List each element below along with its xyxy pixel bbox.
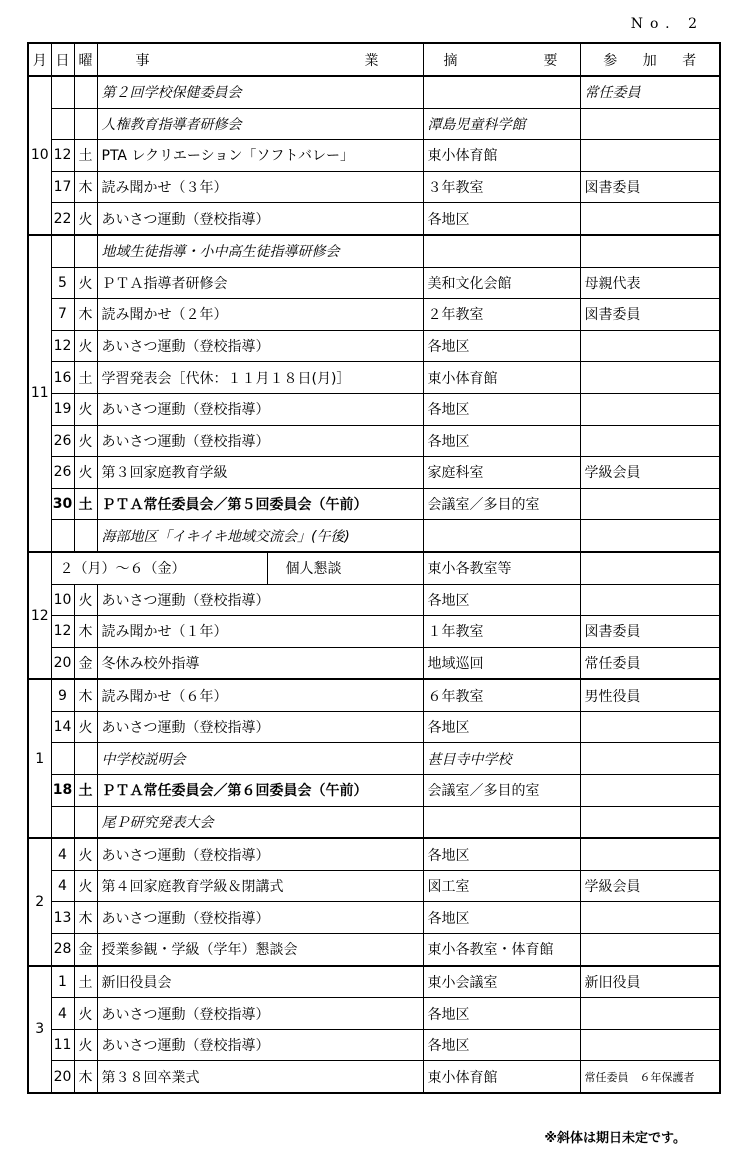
summary-cell: 東小体育館 (423, 140, 580, 172)
header-summary-2: 要 (543, 52, 558, 69)
weekday-cell: 土 (74, 488, 97, 520)
event-cell: あいさつ運動（登校指導） (97, 1029, 423, 1061)
day-cell (51, 108, 74, 140)
event-cell: 学習発表会［代休：１１月１８日(月)］ (97, 362, 423, 394)
summary-cell: 甚目寺中学校 (423, 743, 580, 775)
weekday-cell: 金 (74, 647, 97, 679)
summary-cell: 各地区 (423, 711, 580, 743)
table-row (28, 171, 720, 203)
event-cell: PTA レクリエーション「ソフトバレー」 (97, 140, 423, 172)
participants-cell: 新旧役員 (580, 966, 720, 998)
table-row (28, 299, 720, 331)
header-participants (580, 43, 720, 76)
weekday-cell: 火 (74, 870, 97, 902)
summary-cell: 各地区 (423, 393, 580, 425)
summary-cell: 会議室／多目的室 (423, 775, 580, 807)
summary-cell (423, 76, 580, 108)
table-row (28, 966, 720, 998)
weekday-cell: 火 (74, 457, 97, 489)
summary-cell: 各地区 (423, 425, 580, 457)
month-cell: 10 (28, 76, 51, 235)
day-cell: 20 (51, 647, 74, 679)
weekday-cell (74, 108, 97, 140)
table-row (28, 267, 720, 299)
day-cell: 18 (51, 775, 74, 807)
schedule-body (28, 76, 720, 1093)
participants-cell (580, 743, 720, 775)
event-cell: 新旧役員会 (97, 966, 423, 998)
summary-cell: 各地区 (423, 902, 580, 934)
header-row (28, 43, 720, 76)
event-cell: 中学校説明会 (97, 743, 423, 775)
day-cell: 22 (51, 203, 74, 235)
participants-cell (580, 362, 720, 394)
table-row (28, 934, 720, 966)
summary-cell: ２年教室 (423, 299, 580, 331)
month-cell: 2 (28, 838, 51, 965)
month-cell: 11 (28, 235, 51, 552)
weekday-cell: 木 (74, 616, 97, 648)
day-cell: 4 (51, 838, 74, 870)
event-cell: あいさつ運動（登校指導） (97, 393, 423, 425)
weekday-cell: 火 (74, 393, 97, 425)
day-cell (51, 76, 74, 108)
day-cell: 12 (51, 330, 74, 362)
day-cell: 14 (51, 711, 74, 743)
summary-cell: 各地区 (423, 330, 580, 362)
event-cell: 地域生徒指導・小中高生徒指導研修会 (97, 235, 423, 267)
table-row (28, 76, 720, 108)
day-cell: 7 (51, 299, 74, 331)
participants-cell (580, 1029, 720, 1061)
participants-cell: 常任委員 (580, 76, 720, 108)
header-event-1: 事 (135, 52, 150, 69)
participants-cell: 母親代表 (580, 267, 720, 299)
participants-cell: 常任委員 ６年保護者 (580, 1061, 720, 1093)
event-cell: 海部地区「イキイキ地域交流会」(午後) (97, 520, 423, 552)
table-row (28, 616, 720, 648)
header-participants-3: 者 (682, 52, 697, 69)
summary-cell: 各地区 (423, 998, 580, 1030)
summary-cell: 各地区 (423, 1029, 580, 1061)
participants-cell (580, 934, 720, 966)
summary-cell: 各地区 (423, 203, 580, 235)
table-row (28, 679, 720, 711)
day-cell: 4 (51, 870, 74, 902)
event-cell: あいさつ運動（登校指導） (97, 584, 423, 616)
footnote: ※斜体は期日未定です。 (544, 1131, 686, 1146)
participants-cell: 学級会員 (580, 457, 720, 489)
weekday-cell (74, 743, 97, 775)
table-row (28, 425, 720, 457)
event-cell: 第３回家庭教育学級 (97, 457, 423, 489)
day-cell: 12 (51, 616, 74, 648)
participants-cell: 図書委員 (580, 299, 720, 331)
event-cell: ＰＴＡ常任委員会／第６回委員会（午前） (97, 775, 423, 807)
header-summary (423, 43, 580, 76)
event-cell: 個人懇談 (267, 552, 423, 584)
summary-cell: 各地区 (423, 584, 580, 616)
summary-cell: 東小体育館 (423, 362, 580, 394)
day-cell: 26 (51, 425, 74, 457)
weekday-cell (74, 76, 97, 108)
participants-cell (580, 108, 720, 140)
day-cell: 12 (51, 140, 74, 172)
table-row (28, 108, 720, 140)
day-cell: 11 (51, 1029, 74, 1061)
table-row (28, 902, 720, 934)
table-row (28, 998, 720, 1030)
participants-cell (580, 775, 720, 807)
table-row (28, 1029, 720, 1061)
event-cell: 第２回学校保健委員会 (97, 76, 423, 108)
header-month: 月 (28, 43, 51, 76)
day-cell (51, 806, 74, 838)
header-event-2: 業 (364, 52, 379, 69)
weekday-cell: 木 (74, 679, 97, 711)
day-cell: 28 (51, 934, 74, 966)
weekday-cell: 火 (74, 584, 97, 616)
summary-cell: 東小各教室等 (423, 552, 580, 584)
header-summary-1: 摘 (443, 52, 458, 69)
day-cell: 5 (51, 267, 74, 299)
event-cell: 読み聞かせ（１年） (97, 616, 423, 648)
table-row (28, 1061, 720, 1093)
weekday-cell (74, 806, 97, 838)
table-row (28, 393, 720, 425)
day-cell: 17 (51, 171, 74, 203)
day-cell: 26 (51, 457, 74, 489)
weekday-cell: 木 (74, 902, 97, 934)
weekday-cell: 火 (74, 998, 97, 1030)
event-cell: 尾Ｐ研究発表大会 (97, 806, 423, 838)
participants-cell (580, 552, 720, 584)
summary-cell: 地域巡回 (423, 647, 580, 679)
weekday-cell: 木 (74, 1061, 97, 1093)
table-row (28, 235, 720, 267)
event-cell: あいさつ運動（登校指導） (97, 711, 423, 743)
participants-cell (580, 838, 720, 870)
schedule-table (27, 42, 721, 1094)
event-cell: 読み聞かせ（３年） (97, 171, 423, 203)
table-row (28, 330, 720, 362)
event-cell: ＰＴＡ常任委員会／第５回委員会（午前） (97, 488, 423, 520)
participants-cell (580, 711, 720, 743)
month-cell: 12 (28, 552, 51, 679)
header-day: 日 (51, 43, 74, 76)
summary-cell (423, 520, 580, 552)
table-row (28, 203, 720, 235)
table-row (28, 647, 720, 679)
header-event (97, 43, 423, 76)
summary-cell (423, 235, 580, 267)
weekday-cell: 火 (74, 1029, 97, 1061)
participants-cell (580, 330, 720, 362)
weekday-cell: 土 (74, 362, 97, 394)
event-cell: 第３８回卒業式 (97, 1061, 423, 1093)
participants-cell (580, 584, 720, 616)
summary-cell: ３年教室 (423, 171, 580, 203)
month-cell: 1 (28, 679, 51, 838)
day-cell (51, 743, 74, 775)
event-cell: 人権教育指導者研修会 (97, 108, 423, 140)
summary-cell: 会議室／多目的室 (423, 488, 580, 520)
day-cell: 1 (51, 966, 74, 998)
table-row (28, 711, 720, 743)
summary-cell: 東小体育館 (423, 1061, 580, 1093)
participants-cell (580, 393, 720, 425)
day-cell: 30 (51, 488, 74, 520)
summary-cell: 各地区 (423, 838, 580, 870)
table-row (28, 870, 720, 902)
table-row (28, 520, 720, 552)
event-cell: 読み聞かせ（６年） (97, 679, 423, 711)
table-row (28, 140, 720, 172)
day-cell: 19 (51, 393, 74, 425)
weekday-cell: 火 (74, 838, 97, 870)
summary-cell: 図工室 (423, 870, 580, 902)
day-cell (51, 520, 74, 552)
weekday-cell: 土 (74, 775, 97, 807)
table-row (28, 775, 720, 807)
participants-cell: 男性役員 (580, 679, 720, 711)
table-row (28, 488, 720, 520)
participants-cell (580, 806, 720, 838)
table-row (28, 552, 720, 584)
event-cell: 読み聞かせ（２年） (97, 299, 423, 331)
table-row (28, 362, 720, 394)
summary-cell: １年教室 (423, 616, 580, 648)
weekday-cell: 火 (74, 330, 97, 362)
event-cell: 第４回家庭教育学級＆閉講式 (97, 870, 423, 902)
day-cell: 4 (51, 998, 74, 1030)
summary-cell: 東小会議室 (423, 966, 580, 998)
day-cell: 16 (51, 362, 74, 394)
event-cell: 授業参観・学級（学年）懇談会 (97, 934, 423, 966)
table-row (28, 584, 720, 616)
weekday-cell: 金 (74, 934, 97, 966)
weekday-cell: 火 (74, 203, 97, 235)
weekday-cell: 火 (74, 425, 97, 457)
header-weekday: 曜 (74, 43, 97, 76)
table-row (28, 838, 720, 870)
weekday-cell: 火 (74, 711, 97, 743)
participants-cell (580, 520, 720, 552)
table-row (28, 457, 720, 489)
participants-cell: 常任委員 (580, 647, 720, 679)
summary-cell: 潭島児童科学館 (423, 108, 580, 140)
participants-cell (580, 488, 720, 520)
weekday-cell: 火 (74, 267, 97, 299)
weekday-cell (74, 235, 97, 267)
weekday-cell: 木 (74, 299, 97, 331)
participants-cell: 図書委員 (580, 171, 720, 203)
header-participants-1: 参 (603, 52, 618, 69)
header-participants-2: 加 (642, 52, 657, 69)
summary-cell: ６年教室 (423, 679, 580, 711)
event-cell: あいさつ運動（登校指導） (97, 203, 423, 235)
event-cell: あいさつ運動（登校指導） (97, 902, 423, 934)
event-cell: あいさつ運動（登校指導） (97, 998, 423, 1030)
event-cell: ＰＴＡ指導者研修会 (97, 267, 423, 299)
day-cell: 9 (51, 679, 74, 711)
summary-cell: 家庭科室 (423, 457, 580, 489)
period-cell: ２（月）～６（金） (51, 552, 267, 584)
weekday-cell: 木 (74, 171, 97, 203)
table-row (28, 806, 720, 838)
summary-cell: 東小各教室・体育館 (423, 934, 580, 966)
participants-cell (580, 998, 720, 1030)
weekday-cell: 土 (74, 966, 97, 998)
participants-cell (580, 235, 720, 267)
event-cell: 冬休み校外指導 (97, 647, 423, 679)
event-cell: あいさつ運動（登校指導） (97, 425, 423, 457)
participants-cell (580, 902, 720, 934)
summary-cell: 美和文化会館 (423, 267, 580, 299)
participants-cell: 学級会員 (580, 870, 720, 902)
event-cell: あいさつ運動（登校指導） (97, 838, 423, 870)
day-cell (51, 235, 74, 267)
summary-cell (423, 806, 580, 838)
weekday-cell: 土 (74, 140, 97, 172)
table-row (28, 743, 720, 775)
day-cell: 13 (51, 902, 74, 934)
day-cell: 10 (51, 584, 74, 616)
event-cell: あいさつ運動（登校指導） (97, 330, 423, 362)
month-cell: 3 (28, 966, 51, 1093)
participants-cell: 図書委員 (580, 616, 720, 648)
participants-cell (580, 203, 720, 235)
day-cell: 20 (51, 1061, 74, 1093)
participants-cell (580, 140, 720, 172)
participants-cell (580, 425, 720, 457)
page-number: No. 2 (630, 16, 704, 32)
weekday-cell (74, 520, 97, 552)
